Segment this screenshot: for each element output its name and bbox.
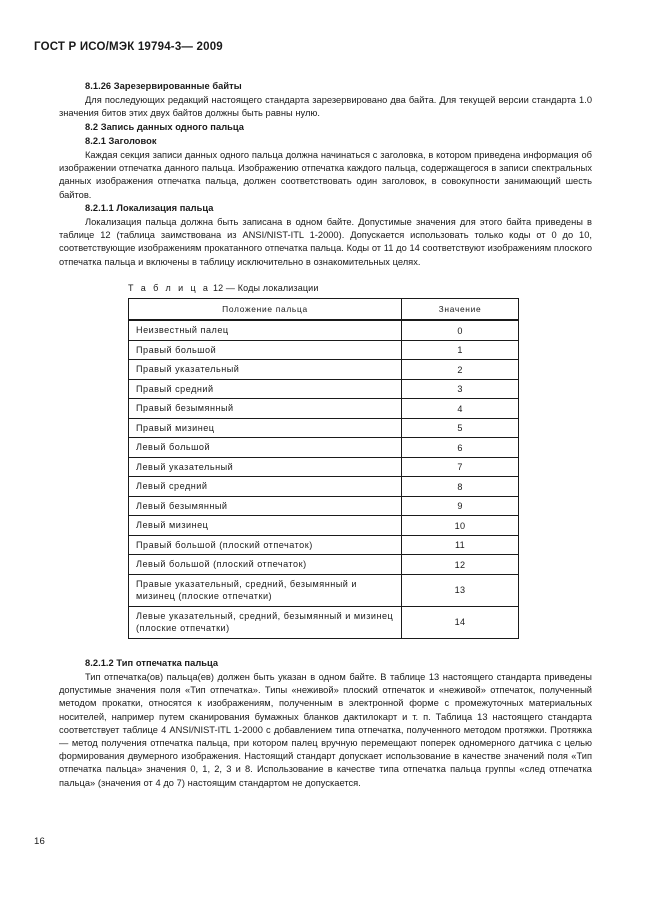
table-row (129, 379, 519, 399)
cell-value: 14 (402, 606, 519, 638)
table-caption-label: Т а б л и ц а (128, 282, 211, 293)
table-row (129, 555, 519, 575)
column-header-value: Значение (402, 298, 519, 320)
cell-position: Неизвестный палец (129, 320, 402, 340)
cell-position: Левый средний (129, 477, 402, 497)
cell-position: Левый указательный (129, 457, 402, 477)
table-row (129, 477, 519, 497)
table-row (129, 574, 519, 606)
cell-position: Левый большой (плоский отпечаток) (129, 555, 402, 575)
paragraph-8-2-1: Каждая секция записи данных одного пальца должна начинаться с заголовка, в котором приведена информация об изображении отпечатка данного пальца. Изображению отпечатка каждого пальца, содержащегося в записи спектральных данных изображения отпечатка пальца, должен соответствовать один заголовок, в совокупности занимающий шесть байтов. (59, 150, 592, 200)
paragraph-8-2-1-1: Локализация пальца должна быть записана в одном байте. Допустимые значения для этого байта приведены в таблице 12 (таблица заимствована из ANSI/NIST-ITL 1-2000). Допускается использовать только коды от 0 до 10, соответствующие изображениям прокатанного отпечатка пальца. Коды от 11 до 14 соответствуют изображениям плоского отпечатка пальца и включены в таблицу исключительно в ознакомительных целях. (59, 217, 592, 267)
cell-value: 8 (402, 477, 519, 497)
page-number: 16 (34, 836, 46, 847)
table-row (129, 516, 519, 536)
cell-value: 3 (402, 379, 519, 399)
heading-8-2-1-1: 8.2.1.1 Локализация пальца (85, 202, 214, 213)
cell-position: Правый большой (129, 340, 402, 360)
cell-value: 7 (402, 457, 519, 477)
table-12-finger-position-codes (128, 298, 519, 639)
cell-value: 4 (402, 399, 519, 419)
cell-position: Правый мизинец (129, 418, 402, 438)
cell-value: 6 (402, 438, 519, 458)
cell-position: Левый мизинец (129, 516, 402, 536)
section-8-2-1-2 (59, 657, 592, 790)
cell-value: 10 (402, 516, 519, 536)
cell-position: Правый безымянный (129, 399, 402, 419)
table-row (129, 438, 519, 458)
table-row (129, 457, 519, 477)
table-row (129, 535, 519, 555)
cell-value: 1 (402, 340, 519, 360)
column-header-position: Положение пальца (129, 298, 402, 320)
cell-value: 11 (402, 535, 519, 555)
cell-value: 9 (402, 496, 519, 516)
table-row (129, 360, 519, 380)
table-header-row (129, 298, 519, 320)
table-row (129, 320, 519, 340)
table-caption-rest: 12 — Коды локализации (212, 282, 319, 293)
page-content (59, 80, 592, 790)
cell-value: 0 (402, 320, 519, 340)
table-row (129, 399, 519, 419)
table-body (129, 320, 519, 638)
cell-position: Левый безымянный (129, 496, 402, 516)
paragraph-8-2-1-2: Тип отпечатка(ов) пальца(ев) должен быть указан в одном байте. В таблице 13 настоящего стандарта приведены допустимые значения поля «Тип отпечатка». Типы «неживой» плоский отпечаток и «неживой» отпечаток, полученный методом прокатки, относятся к изображениям, полученным в электронной форме с промежуточных материальных носителей, например путем сканирования бумажных бланков дактилокарт и т. п. Таблица 13 настоящего стандарта соответствует таблице 4 ANSI/NIST-ITL 1-2000 с добавлением типа отпечатка, полученного методом протяжки. Протяжка — метод получения отпечатка пальца, при котором палец вручную перемещают поперек одномерного датчика с целью формирования двумерного изображения. Настоящий стандарт допускает использование в качестве значений поля «Тип отпечатка пальца» значения 0, 1, 2, 3 и 8. Использование в качестве типа отпечатка пальца группы «след отпечатка пальца» (значения от 4 до 7) настоящим стандартом не допускается. (59, 672, 592, 788)
table-row (129, 340, 519, 360)
cell-position: Правый большой (плоский отпечаток) (129, 535, 402, 555)
cell-value: 5 (402, 418, 519, 438)
cell-position: Правый указательный (129, 360, 402, 380)
cell-value: 13 (402, 574, 519, 606)
cell-value: 2 (402, 360, 519, 380)
heading-8-2-1-2: 8.2.1.2 Тип отпечатка пальца (85, 657, 219, 668)
cell-position: Левый большой (129, 438, 402, 458)
table-row (129, 418, 519, 438)
heading-8-2-1: 8.2.1 Заголовок (85, 135, 157, 146)
cell-position: Левые указательный, средний, безымянный и мизинец (плоские отпечатки) (129, 606, 402, 638)
paragraph-8-1-26: Для последующих редакций настоящего стандарта зарезервировано два байта. Для текущей версии стандарта 1.0 значения битов этих двух байтов должны быть равны нулю. (59, 95, 592, 119)
page-header: ГОСТ Р ИСО/МЭК 19794-3— 2009 (34, 41, 223, 53)
table-row (129, 496, 519, 516)
heading-8-1-26: 8.1.26 Зарезервированные байты (85, 81, 242, 91)
cell-position: Правый средний (129, 379, 402, 399)
cell-position: Правые указательный, средний, безымянный и мизинец (плоские отпечатки) (129, 574, 402, 606)
heading-8-2: 8.2 Запись данных одного пальца (85, 121, 245, 132)
cell-value: 12 (402, 555, 519, 575)
table-12-caption (59, 283, 592, 293)
table-row (129, 606, 519, 638)
